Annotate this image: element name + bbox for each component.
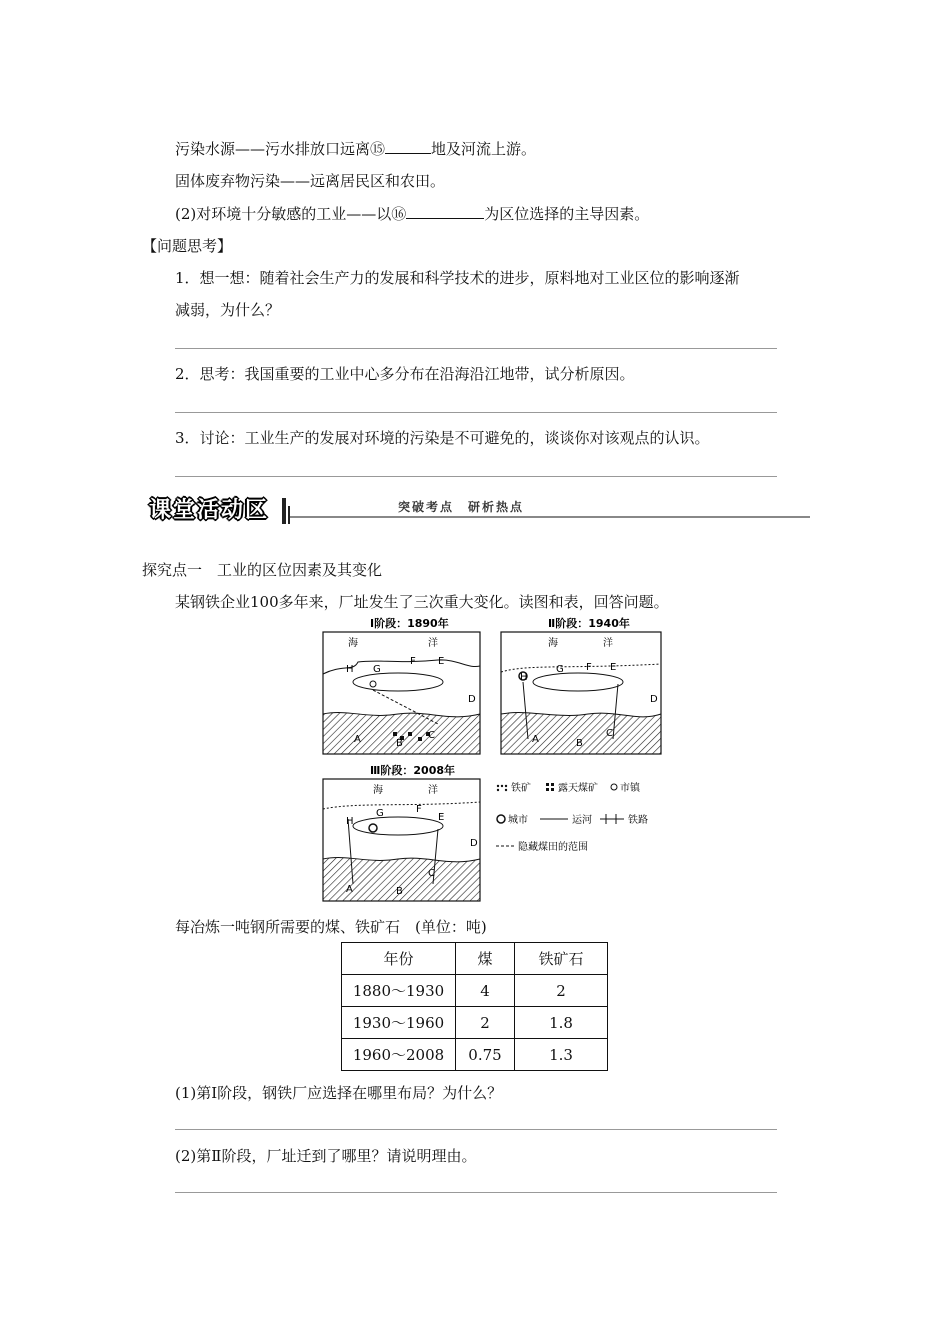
map-1-point-c: C	[428, 730, 435, 741]
map-stage-1	[323, 616, 480, 754]
map-1-point-d: D	[468, 694, 476, 705]
explore-intro: 某钢铁企业100多年来，厂址发生了三次重大变化。读图和表，回答问题。	[175, 593, 669, 611]
table-cell: 1880～1930	[342, 975, 456, 1007]
map-3-point-e: E	[438, 812, 445, 823]
legend-rail: 铁路	[628, 815, 648, 826]
answer-line-1[interactable]	[175, 348, 777, 349]
table-header: 铁矿石	[515, 943, 608, 975]
map-2-sea-2: 洋	[603, 638, 613, 649]
map-3-point-g: G	[376, 808, 384, 819]
answer-blank-15[interactable]	[385, 139, 431, 154]
table-row	[342, 975, 608, 1007]
question-3: 3．讨论：工业生产的发展对环境的污染是不可避免的，谈谈你对该观点的认识。	[175, 429, 710, 447]
map-stage-3-title: Ⅲ阶段：2008年	[370, 764, 456, 777]
legend-iron: 铁矿	[511, 783, 531, 794]
table-cell: 0.75	[456, 1039, 515, 1071]
table-cell: 1930～1960	[342, 1007, 456, 1039]
map-3-point-d: D	[470, 838, 478, 849]
map-1-point-f: F	[410, 656, 416, 667]
table-header-row	[342, 943, 608, 975]
stage-maps-figure	[318, 614, 678, 904]
map-3-point-a: A	[346, 884, 353, 895]
question-1-line2: 减弱，为什么？	[175, 301, 281, 319]
section-heading-thinking: 【问题思考】	[142, 237, 233, 255]
map-3-sea-2: 洋	[428, 785, 438, 796]
question-1-line1: 1．想一想：随着社会生产力的发展和科学技术的进步，原料地对工业区位的影响逐渐	[175, 269, 740, 287]
banner-bar-thin	[288, 506, 290, 524]
banner-subtitle: 突破考点 研析热点	[398, 500, 525, 514]
map-2-point-c: C	[606, 728, 613, 739]
map-stage-2-title: Ⅱ阶段：1940年	[548, 617, 630, 630]
map-2-point-d: D	[650, 694, 658, 705]
text-line-sensitive-a: (2)对环境十分敏感的工业——以⑯	[175, 205, 407, 223]
question-2: 2．思考：我国重要的工业中心多分布在沿海沿江地带，试分析原因。	[175, 365, 635, 383]
map-stage-2	[501, 616, 661, 754]
legend-canal: 运河	[572, 815, 592, 826]
answer-line-stage-1[interactable]	[175, 1129, 777, 1130]
map-1-point-e: E	[438, 656, 445, 667]
map-3-point-f: F	[416, 804, 422, 815]
banner-rule	[290, 516, 810, 518]
table-cell: 2	[515, 975, 608, 1007]
map-3-sea-1: 海	[373, 785, 383, 796]
legend-coal: 露天煤矿	[558, 783, 598, 794]
banner-title: 课堂活动区	[148, 498, 269, 523]
banner-bar	[282, 498, 286, 524]
map-1-point-g: G	[373, 664, 381, 675]
text-line-water-b: 地及河流上游。	[431, 140, 537, 158]
explore-heading: 探究点一 工业的区位因素及其变化	[142, 561, 383, 579]
text-line-sensitive-industry	[175, 203, 649, 224]
map-1-sea-2: 洋	[428, 638, 438, 649]
map-1-point-a: A	[354, 734, 361, 745]
legend-town: 市镇	[620, 783, 640, 794]
text-line-water-pollution	[175, 138, 536, 159]
question-stage-1: (1)第Ⅰ阶段，钢铁厂应选择在哪里布局？为什么？	[175, 1084, 503, 1102]
coal-iron-table	[341, 942, 608, 1071]
table-header: 年份	[342, 943, 456, 975]
map-1-point-b: B	[396, 738, 403, 749]
table-cell: 4	[456, 975, 515, 1007]
map-2-point-h: H	[520, 672, 528, 683]
table-cell: 1960～2008	[342, 1039, 456, 1071]
map-2-point-a: A	[532, 734, 539, 745]
table-caption: 每冶炼一吨钢所需要的煤、铁矿石 (单位：吨)	[175, 918, 487, 936]
table-cell: 1.3	[515, 1039, 608, 1071]
answer-blank-16[interactable]	[406, 204, 484, 219]
map-stage-3	[323, 763, 480, 901]
map-2-point-e: E	[610, 662, 617, 673]
table-cell: 2	[456, 1007, 515, 1039]
map-1-point-h: H	[346, 664, 354, 675]
text-line-sensitive-b: 为区位选择的主导因素。	[484, 205, 650, 223]
map-2-point-b: B	[576, 738, 583, 749]
map-stage-1-title: Ⅰ阶段：1890年	[370, 617, 449, 630]
map-3-point-b: B	[396, 886, 403, 897]
table-cell: 1.8	[515, 1007, 608, 1039]
legend-city: 城市	[508, 815, 528, 826]
table-header: 煤	[456, 943, 515, 975]
map-2-point-g: G	[556, 664, 564, 675]
section-banner	[140, 496, 812, 526]
map-2-sea-1: 海	[548, 638, 558, 649]
answer-line-stage-2[interactable]	[175, 1192, 777, 1193]
table-row	[342, 1007, 608, 1039]
legend-coalfield: 隐藏煤田的范围	[518, 842, 588, 853]
answer-line-2[interactable]	[175, 412, 777, 413]
map-2-point-f: F	[586, 662, 592, 673]
answer-line-3[interactable]	[175, 476, 777, 477]
map-1-sea-1: 海	[348, 638, 358, 649]
map-legend	[496, 781, 648, 853]
table-row	[342, 1039, 608, 1071]
text-line-water-a: 污染水源——污水排放口远离⑮	[175, 140, 386, 158]
map-3-point-c: C	[428, 868, 435, 879]
question-stage-2: (2)第Ⅱ阶段，厂址迁到了哪里？请说明理由。	[175, 1147, 477, 1165]
map-3-point-h: H	[346, 816, 354, 827]
text-line-solid-waste: 固体废弃物污染——远离居民区和农田。	[175, 172, 446, 190]
